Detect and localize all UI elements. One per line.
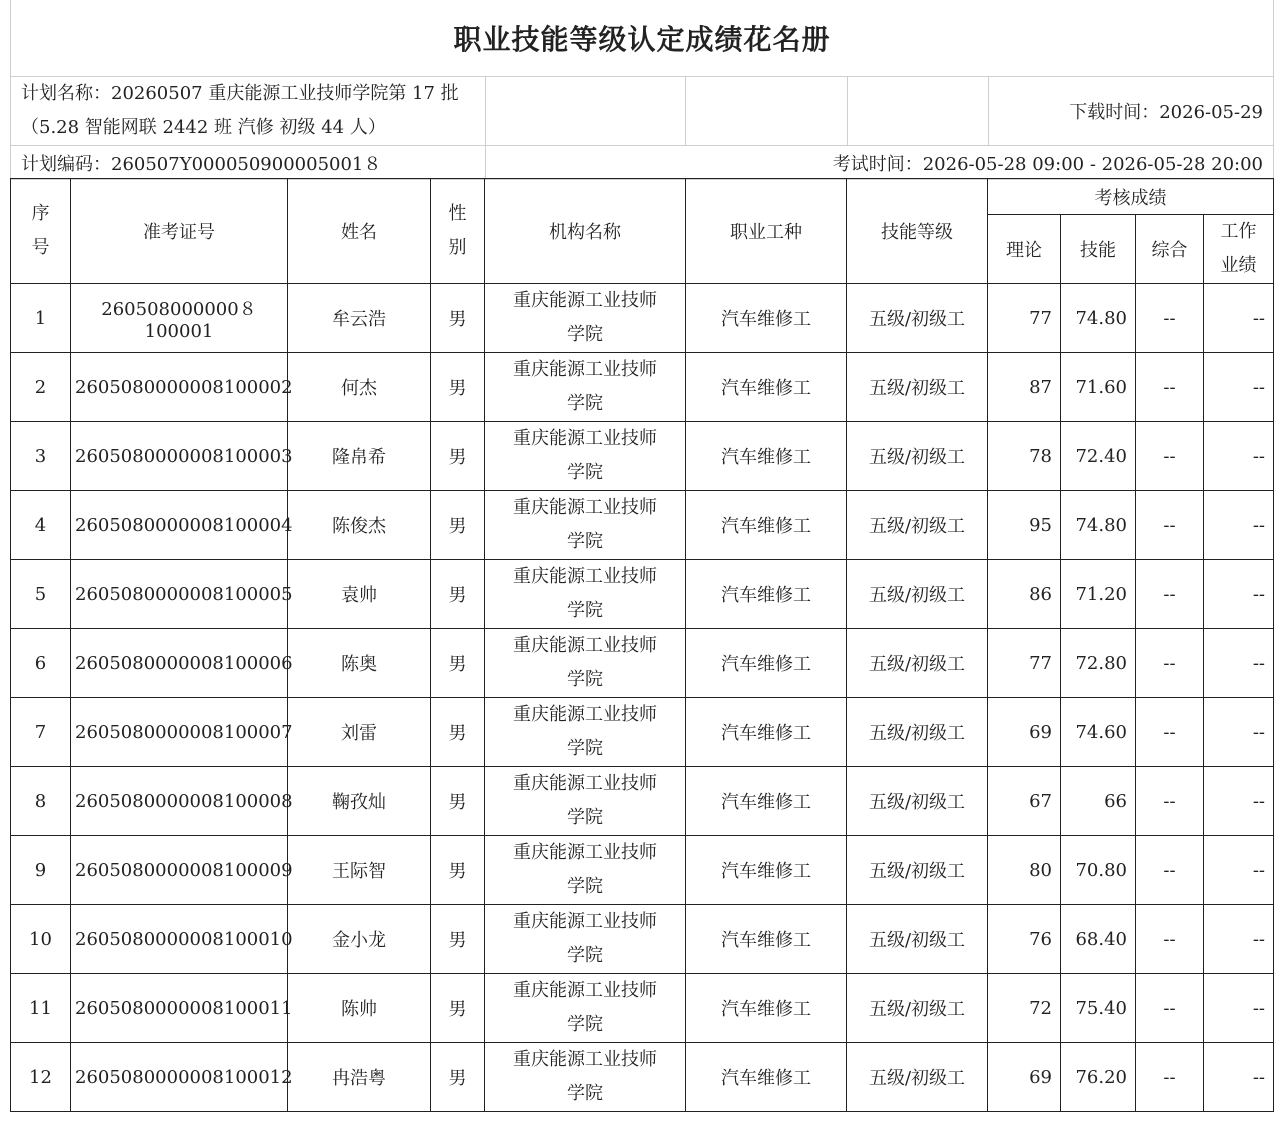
- col-skill-header: 技能: [1061, 215, 1136, 284]
- plan-name-line2: （5.28 智能网联 2442 班 汽修 初级 44 人）: [21, 117, 386, 138]
- col-theory-header: 理论: [988, 215, 1061, 284]
- cell-gender: 男: [431, 353, 485, 422]
- cell-org-line1: 重庆能源工业技师: [513, 359, 657, 380]
- cell-org-line2: 学院: [567, 531, 603, 552]
- cell-gender: 男: [431, 698, 485, 767]
- cell-seq: 12: [11, 1043, 71, 1112]
- cell-org-line2: 学院: [567, 324, 603, 345]
- cell-skill: 75.40: [1061, 974, 1136, 1043]
- cell-org-line2: 学院: [567, 669, 603, 690]
- cell-name: 王际智: [288, 836, 431, 905]
- cell-org-line1: 重庆能源工业技师: [513, 704, 657, 725]
- cell-org-line1: 重庆能源工业技师: [513, 497, 657, 518]
- col-ticket-header: 准考证号: [71, 179, 288, 284]
- cell-theory: 87: [988, 353, 1061, 422]
- cell-ticket: 2605080000008100006: [71, 629, 288, 698]
- table-row: [11, 629, 1274, 698]
- cell-overall: --: [1136, 284, 1204, 353]
- cell-ticket: 2605080000008100003: [71, 422, 288, 491]
- cell-seq: 2: [11, 353, 71, 422]
- cell-org-line1: 重庆能源工业技师: [513, 1049, 657, 1070]
- table-row: [11, 560, 1274, 629]
- cell-level: 五级/初级工: [847, 905, 988, 974]
- cell-occupation: 汽车维修工: [686, 767, 847, 836]
- cell-org-line2: 学院: [567, 807, 603, 828]
- cell-seq: 1: [11, 284, 71, 353]
- cell-work: --: [1204, 905, 1274, 974]
- cell-ticket: 2605080000008100009: [71, 836, 288, 905]
- score-table: [10, 178, 1274, 1112]
- cell-work: --: [1204, 836, 1274, 905]
- table-row: [11, 905, 1274, 974]
- cell-org-line2: 学院: [567, 1083, 603, 1104]
- cell-name: 陈帅: [288, 974, 431, 1043]
- cell-level: 五级/初级工: [847, 1043, 988, 1112]
- cell-org: [485, 905, 686, 974]
- cell-level: 五级/初级工: [847, 836, 988, 905]
- cell-org: [485, 1043, 686, 1112]
- cell-level: 五级/初级工: [847, 629, 988, 698]
- cell-gender: 男: [431, 491, 485, 560]
- cell-name: 何杰: [288, 353, 431, 422]
- plan-name-line1: 计划名称：20260507 重庆能源工业技师学院第 17 批: [21, 83, 459, 104]
- cell-name: 隆帛希: [288, 422, 431, 491]
- cell-theory: 69: [988, 698, 1061, 767]
- cell-ticket: 2605080000008100010: [71, 905, 288, 974]
- blank-cell: [486, 77, 686, 146]
- exam-time: 考试时间：2026-05-28 09:00 - 2026-05-28 20:00: [486, 146, 1274, 180]
- cell-level: 五级/初级工: [847, 974, 988, 1043]
- cell-theory: 77: [988, 284, 1061, 353]
- col-level-header: 技能等级: [847, 179, 988, 284]
- cell-overall: --: [1136, 698, 1204, 767]
- cell-skill: 72.80: [1061, 629, 1136, 698]
- table-row: [11, 353, 1274, 422]
- cell-work: --: [1204, 629, 1274, 698]
- cell-gender: 男: [431, 629, 485, 698]
- cell-org-line2: 学院: [567, 462, 603, 483]
- cell-org-line2: 学院: [567, 1014, 603, 1035]
- cell-occupation: 汽车维修工: [686, 422, 847, 491]
- cell-gender: 男: [431, 836, 485, 905]
- table-row: [11, 836, 1274, 905]
- cell-gender: 男: [431, 560, 485, 629]
- cell-org: [485, 284, 686, 353]
- table-row: [11, 284, 1274, 353]
- cell-skill: 76.20: [1061, 1043, 1136, 1112]
- cell-name: 鞠孜灿: [288, 767, 431, 836]
- cell-skill: 74.60: [1061, 698, 1136, 767]
- cell-work: --: [1204, 698, 1274, 767]
- cell-occupation: 汽车维修工: [686, 491, 847, 560]
- cell-overall: --: [1136, 491, 1204, 560]
- cell-level: 五级/初级工: [847, 560, 988, 629]
- cell-occupation: 汽车维修工: [686, 698, 847, 767]
- score-rows: [11, 284, 1274, 1112]
- cell-gender: 男: [431, 974, 485, 1043]
- cell-org-line1: 重庆能源工业技师: [513, 428, 657, 449]
- cell-level: 五级/初级工: [847, 353, 988, 422]
- col-overall-header: 综合: [1136, 215, 1204, 284]
- cell-seq: 3: [11, 422, 71, 491]
- cell-org: [485, 491, 686, 560]
- col-org-header: 机构名称: [485, 179, 686, 284]
- cell-theory: 76: [988, 905, 1061, 974]
- table-row: [11, 422, 1274, 491]
- cell-seq: 5: [11, 560, 71, 629]
- cell-org-line2: 学院: [567, 945, 603, 966]
- cell-level: 五级/初级工: [847, 767, 988, 836]
- plan-code: 计划编码：260507Y000050900005001８: [11, 146, 486, 180]
- cell-seq: 9: [11, 836, 71, 905]
- cell-gender: 男: [431, 1043, 485, 1112]
- cell-overall: --: [1136, 974, 1204, 1043]
- cell-org: [485, 629, 686, 698]
- table-row: [11, 1043, 1274, 1112]
- cell-work: --: [1204, 974, 1274, 1043]
- cell-org-line1: 重庆能源工业技师: [513, 566, 657, 587]
- cell-name: 刘雷: [288, 698, 431, 767]
- cell-name: 袁帅: [288, 560, 431, 629]
- cell-org: [485, 698, 686, 767]
- cell-overall: --: [1136, 767, 1204, 836]
- cell-ticket: 2605080000008100007: [71, 698, 288, 767]
- cell-skill: 72.40: [1061, 422, 1136, 491]
- cell-skill: 74.80: [1061, 284, 1136, 353]
- cell-theory: 67: [988, 767, 1061, 836]
- cell-ticket: 2605080000008100005: [71, 560, 288, 629]
- cell-occupation: 汽车维修工: [686, 974, 847, 1043]
- col-name-header: 姓名: [288, 179, 431, 284]
- cell-gender: 男: [431, 284, 485, 353]
- cell-ticket: 2605080000008100004: [71, 491, 288, 560]
- cell-overall: --: [1136, 353, 1204, 422]
- cell-gender: 男: [431, 767, 485, 836]
- cell-work: --: [1204, 491, 1274, 560]
- cell-theory: 95: [988, 491, 1061, 560]
- cell-skill: 74.80: [1061, 491, 1136, 560]
- cell-occupation: 汽车维修工: [686, 905, 847, 974]
- cell-work: --: [1204, 767, 1274, 836]
- cell-level: 五级/初级工: [847, 284, 988, 353]
- cell-skill: 68.40: [1061, 905, 1136, 974]
- cell-overall: --: [1136, 422, 1204, 491]
- col-occupation-header: 职业工种: [686, 179, 847, 284]
- scores-group-header: 考核成绩: [988, 179, 1274, 215]
- cell-seq: 11: [11, 974, 71, 1043]
- cell-org-line2: 学院: [567, 876, 603, 897]
- col-gender-header: 性 别: [431, 179, 485, 284]
- cell-level: 五级/初级工: [847, 491, 988, 560]
- cell-occupation: 汽车维修工: [686, 629, 847, 698]
- cell-org-line2: 学院: [567, 393, 603, 414]
- cell-theory: 80: [988, 836, 1061, 905]
- cell-name: 冉浩粤: [288, 1043, 431, 1112]
- table-row: [11, 974, 1274, 1043]
- cell-name: 陈俊杰: [288, 491, 431, 560]
- cell-org-line1: 重庆能源工业技师: [513, 911, 657, 932]
- cell-work: --: [1204, 1043, 1274, 1112]
- cell-theory: 77: [988, 629, 1061, 698]
- cell-org-line1: 重庆能源工业技师: [513, 773, 657, 794]
- cell-skill: 71.60: [1061, 353, 1136, 422]
- cell-theory: 86: [988, 560, 1061, 629]
- cell-occupation: 汽车维修工: [686, 284, 847, 353]
- table-row: [11, 698, 1274, 767]
- blank-cell: [848, 77, 989, 146]
- plan-name-cell: [11, 77, 486, 146]
- cell-ticket: 260508000000８100001: [71, 284, 288, 353]
- cell-name: 牟云浩: [288, 284, 431, 353]
- cell-org: [485, 353, 686, 422]
- blank-cell: [686, 77, 848, 146]
- cell-theory: 78: [988, 422, 1061, 491]
- page-title: 职业技能等级认定成绩花名册: [10, 0, 1274, 76]
- cell-org: [485, 560, 686, 629]
- cell-occupation: 汽车维修工: [686, 560, 847, 629]
- cell-theory: 72: [988, 974, 1061, 1043]
- cell-org-line1: 重庆能源工业技师: [513, 842, 657, 863]
- cell-work: --: [1204, 422, 1274, 491]
- col-work-header: 工作 业绩: [1204, 215, 1274, 284]
- cell-gender: 男: [431, 422, 485, 491]
- cell-org: [485, 767, 686, 836]
- cell-seq: 4: [11, 491, 71, 560]
- cell-level: 五级/初级工: [847, 698, 988, 767]
- download-time: 下载时间：2026-05-29: [989, 77, 1274, 146]
- cell-org-line1: 重庆能源工业技师: [513, 290, 657, 311]
- cell-ticket: 2605080000008100002: [71, 353, 288, 422]
- table-row: [11, 767, 1274, 836]
- cell-ticket: 2605080000008100012: [71, 1043, 288, 1112]
- cell-name: 陈奥: [288, 629, 431, 698]
- plan-info-table: [10, 76, 1274, 180]
- cell-skill: 66: [1061, 767, 1136, 836]
- cell-org: [485, 974, 686, 1043]
- cell-ticket: 2605080000008100008: [71, 767, 288, 836]
- cell-overall: --: [1136, 629, 1204, 698]
- cell-level: 五级/初级工: [847, 422, 988, 491]
- cell-gender: 男: [431, 905, 485, 974]
- cell-seq: 10: [11, 905, 71, 974]
- cell-occupation: 汽车维修工: [686, 1043, 847, 1112]
- cell-overall: --: [1136, 1043, 1204, 1112]
- cell-org-line2: 学院: [567, 600, 603, 621]
- cell-overall: --: [1136, 905, 1204, 974]
- cell-occupation: 汽车维修工: [686, 836, 847, 905]
- cell-theory: 69: [988, 1043, 1061, 1112]
- table-row: [11, 491, 1274, 560]
- cell-org-line1: 重庆能源工业技师: [513, 980, 657, 1001]
- cell-org-line2: 学院: [567, 738, 603, 759]
- cell-work: --: [1204, 560, 1274, 629]
- cell-seq: 7: [11, 698, 71, 767]
- cell-org: [485, 422, 686, 491]
- cell-overall: --: [1136, 560, 1204, 629]
- cell-org: [485, 836, 686, 905]
- cell-occupation: 汽车维修工: [686, 353, 847, 422]
- cell-work: --: [1204, 284, 1274, 353]
- cell-name: 金小龙: [288, 905, 431, 974]
- cell-ticket: 2605080000008100011: [71, 974, 288, 1043]
- col-seq-header: 序 号: [11, 179, 71, 284]
- cell-work: --: [1204, 353, 1274, 422]
- cell-skill: 71.20: [1061, 560, 1136, 629]
- cell-seq: 6: [11, 629, 71, 698]
- cell-seq: 8: [11, 767, 71, 836]
- cell-skill: 70.80: [1061, 836, 1136, 905]
- cell-org-line1: 重庆能源工业技师: [513, 635, 657, 656]
- cell-overall: --: [1136, 836, 1204, 905]
